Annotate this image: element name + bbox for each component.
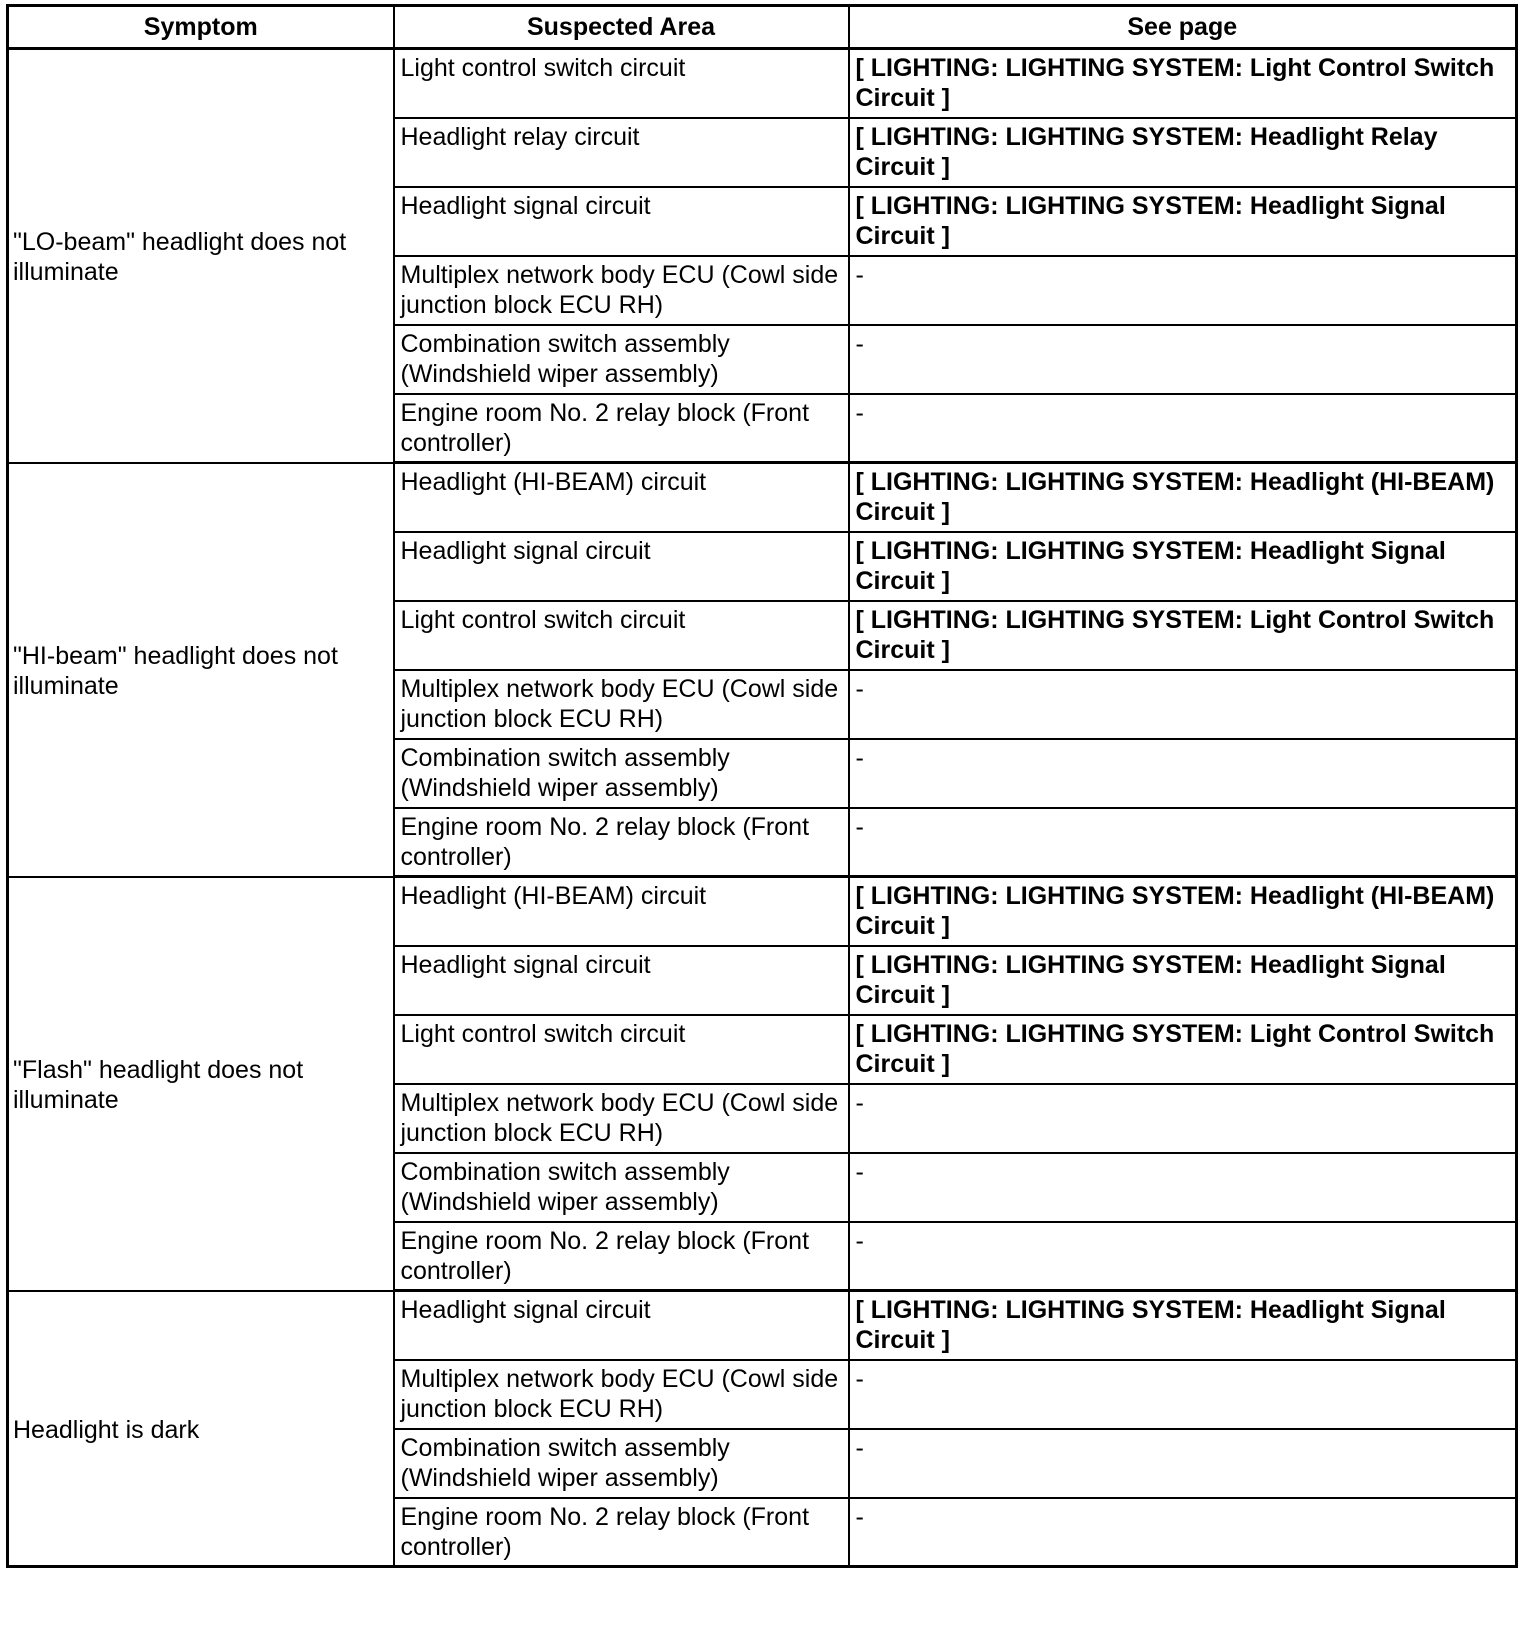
suspected-area-cell: Headlight relay circuit <box>394 118 849 187</box>
header-suspected-area: Suspected Area <box>394 6 849 49</box>
suspected-area-cell: Engine room No. 2 relay block (Front controller) <box>394 1498 849 1567</box>
suspected-area-cell: Multiplex network body ECU (Cowl side junction block ECU RH) <box>394 670 849 739</box>
suspected-area-cell: Multiplex network body ECU (Cowl side junction block ECU RH) <box>394 1360 849 1429</box>
see-page-cell: - <box>849 325 1517 394</box>
suspected-area-cell: Headlight (HI-BEAM) circuit <box>394 463 849 532</box>
symptom-table <box>6 4 1518 1568</box>
see-page-cell: - <box>849 256 1517 325</box>
table-header-row <box>8 6 1517 49</box>
suspected-area-cell: Combination switch assembly (Windshield wiper assembly) <box>394 1153 849 1222</box>
see-page-cell: - <box>849 1360 1517 1429</box>
see-page-link[interactable]: [ LIGHTING: LIGHTING SYSTEM: Headlight Signal Circuit ] <box>849 1291 1517 1360</box>
symptom-table-container <box>6 4 1518 1568</box>
suspected-area-cell: Multiplex network body ECU (Cowl side junction block ECU RH) <box>394 256 849 325</box>
see-page-link[interactable]: [ LIGHTING: LIGHTING SYSTEM: Light Control Switch Circuit ] <box>849 601 1517 670</box>
symptom-cell: "LO-beam" headlight does not illuminate <box>8 49 394 463</box>
suspected-area-cell: Headlight signal circuit <box>394 946 849 1015</box>
suspected-area-cell: Headlight signal circuit <box>394 532 849 601</box>
suspected-area-cell: Multiplex network body ECU (Cowl side junction block ECU RH) <box>394 1084 849 1153</box>
suspected-area-cell: Light control switch circuit <box>394 49 849 118</box>
table-row <box>8 877 1517 946</box>
suspected-area-cell: Combination switch assembly (Windshield wiper assembly) <box>394 739 849 808</box>
suspected-area-cell: Light control switch circuit <box>394 601 849 670</box>
table-row <box>8 1291 1517 1360</box>
table-row <box>8 49 1517 118</box>
suspected-area-cell: Engine room No. 2 relay block (Front controller) <box>394 394 849 463</box>
see-page-link[interactable]: [ LIGHTING: LIGHTING SYSTEM: Headlight (HI-BEAM) Circuit ] <box>849 877 1517 946</box>
see-page-cell: - <box>849 808 1517 877</box>
suspected-area-cell: Headlight signal circuit <box>394 1291 849 1360</box>
see-page-link[interactable]: [ LIGHTING: LIGHTING SYSTEM: Light Control Switch Circuit ] <box>849 49 1517 118</box>
suspected-area-cell: Light control switch circuit <box>394 1015 849 1084</box>
see-page-link[interactable]: [ LIGHTING: LIGHTING SYSTEM: Headlight Signal Circuit ] <box>849 946 1517 1015</box>
suspected-area-cell: Headlight (HI-BEAM) circuit <box>394 877 849 946</box>
see-page-cell: - <box>849 1429 1517 1498</box>
suspected-area-cell: Combination switch assembly (Windshield wiper assembly) <box>394 1429 849 1498</box>
see-page-link[interactable]: [ LIGHTING: LIGHTING SYSTEM: Headlight Relay Circuit ] <box>849 118 1517 187</box>
table-body <box>8 49 1517 1567</box>
suspected-area-cell: Headlight signal circuit <box>394 187 849 256</box>
symptom-cell: Headlight is dark <box>8 1291 394 1567</box>
suspected-area-cell: Engine room No. 2 relay block (Front controller) <box>394 1222 849 1291</box>
see-page-cell: - <box>849 670 1517 739</box>
see-page-link[interactable]: [ LIGHTING: LIGHTING SYSTEM: Headlight (HI-BEAM) Circuit ] <box>849 463 1517 532</box>
header-symptom: Symptom <box>8 6 394 49</box>
see-page-link[interactable]: [ LIGHTING: LIGHTING SYSTEM: Headlight Signal Circuit ] <box>849 187 1517 256</box>
symptom-cell: "Flash" headlight does not illuminate <box>8 877 394 1291</box>
table-row <box>8 463 1517 532</box>
symptom-cell: "HI-beam" headlight does not illuminate <box>8 463 394 877</box>
suspected-area-cell: Engine room No. 2 relay block (Front controller) <box>394 808 849 877</box>
see-page-cell: - <box>849 1222 1517 1291</box>
see-page-link[interactable]: [ LIGHTING: LIGHTING SYSTEM: Headlight Signal Circuit ] <box>849 532 1517 601</box>
header-see-page: See page <box>849 6 1517 49</box>
see-page-cell: - <box>849 1153 1517 1222</box>
see-page-cell: - <box>849 739 1517 808</box>
see-page-cell: - <box>849 394 1517 463</box>
see-page-cell: - <box>849 1084 1517 1153</box>
see-page-link[interactable]: [ LIGHTING: LIGHTING SYSTEM: Light Control Switch Circuit ] <box>849 1015 1517 1084</box>
see-page-cell: - <box>849 1498 1517 1567</box>
suspected-area-cell: Combination switch assembly (Windshield wiper assembly) <box>394 325 849 394</box>
